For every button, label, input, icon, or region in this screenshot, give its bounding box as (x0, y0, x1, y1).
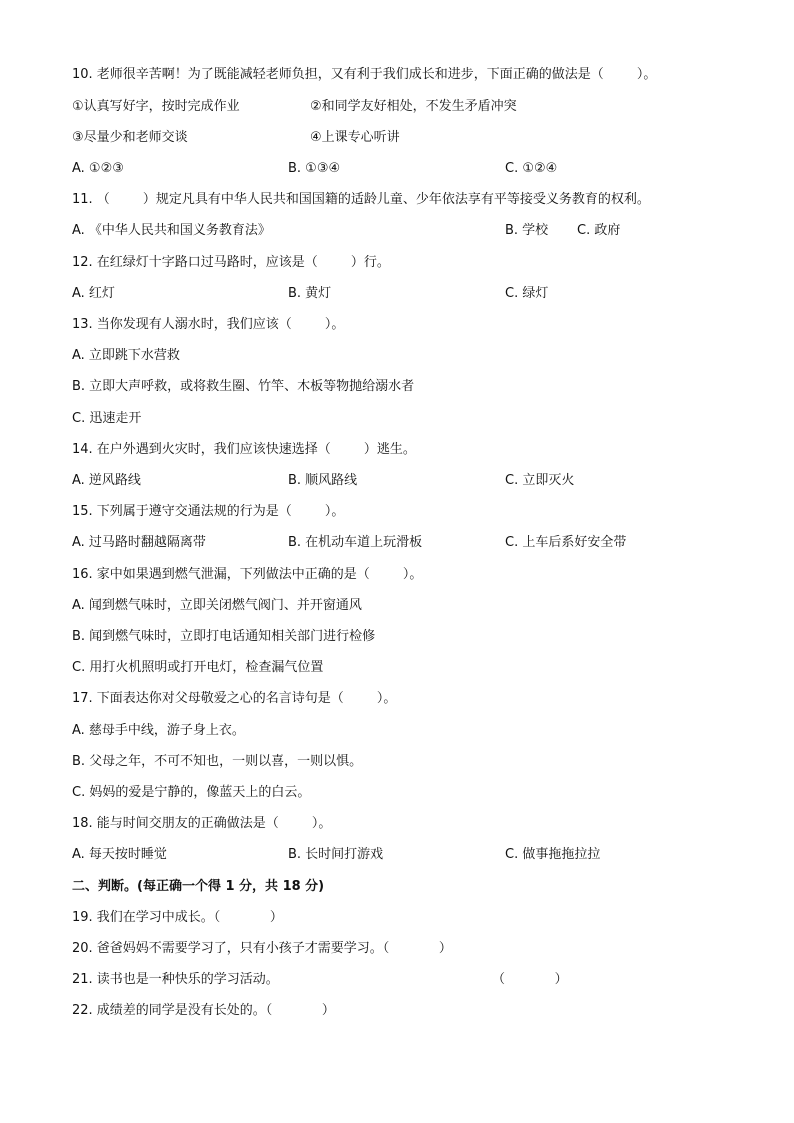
q13-option-c: C. 迅速走开 (72, 411, 142, 426)
question-15-stem: 15. 下列属于遵守交通法规的行为是（ ）。 (72, 504, 345, 519)
q10-option-b: B. ①③④ (288, 161, 341, 176)
q18-option-a: A. 每天按时睡觉 (72, 847, 167, 862)
q10-option-c: C. ①②④ (505, 161, 558, 176)
judgement-item-20: 20. 爸爸妈妈不需要学习了，只有小孩子才需要学习。（ ） (72, 941, 452, 956)
question-12-stem: 12. 在红绿灯十字路口过马路时，应该是（ ）行。 (72, 255, 390, 270)
statement-3: ③尽量少和老师交谈 (72, 130, 188, 145)
q14-option-b: B. 顺风路线 (288, 473, 358, 488)
q16-option-b: B. 闻到燃气味时，立即打电话通知相关部门进行检修 (72, 629, 376, 644)
q12-option-a: A. 红灯 (72, 286, 115, 301)
q14-option-a: A. 逆风路线 (72, 473, 141, 488)
question-13-stem: 13. 当你发现有人溺水时，我们应该（ ）。 (72, 317, 345, 332)
statement-1: ①认真写好字，按时完成作业 (72, 99, 240, 114)
q11-option-c: C. 政府 (577, 223, 621, 238)
statement-4: ④上课专心听讲 (310, 130, 400, 145)
question-18-stem: 18. 能与时间交朋友的正确做法是（ ）。 (72, 816, 332, 831)
question-10-stem: 10. 老师很辛苦啊！为了既能减轻老师负担，又有利于我们成长和进步，下面正确的做法是（ ）。 (72, 67, 657, 82)
q15-option-c: C. 上车后系好安全带 (505, 535, 627, 550)
q14-option-c: C. 立即灭火 (505, 473, 575, 488)
judgement-item-19: 19. 我们在学习中成长。（ ） (72, 910, 283, 925)
q17-option-c: C. 妈妈的爱是宁静的，像蓝天上的白云。 (72, 785, 311, 800)
judgement-item-21-blank: （ ） (492, 972, 568, 987)
q11-option-a: A. 《中华人民共和国义务教育法》 (72, 223, 271, 238)
q13-option-a: A. 立即跳下水营救 (72, 348, 180, 363)
question-11-stem: 11. （ ）规定凡具有中华人民共和国国籍的适龄儿童、少年依法享有平等接受义务教育的权利。 (72, 192, 650, 207)
q17-option-a: A. 慈母手中线，游子身上衣。 (72, 723, 245, 738)
q16-option-c: C. 用打火机照明或打开电灯，检查漏气位置 (72, 660, 324, 675)
question-17-stem: 17. 下面表达你对父母敬爱之心的名言诗句是（ ）。 (72, 691, 397, 706)
question-16-stem: 16. 家中如果遇到燃气泄漏，下列做法中正确的是（ ）。 (72, 567, 423, 582)
q17-option-b: B. 父母之年，不可不知也，一则以喜，一则以惧。 (72, 754, 363, 769)
statement-2: ②和同学友好相处，不发生矛盾冲突 (310, 99, 517, 114)
q18-option-c: C. 做事拖拖拉拉 (505, 847, 601, 862)
section-2-heading: 二、判断。(每正确一个得 1 分，共 18 分) (72, 879, 325, 894)
q18-option-b: B. 长时间打游戏 (288, 847, 384, 862)
q15-option-a: A. 过马路时翻越隔离带 (72, 535, 206, 550)
question-14-stem: 14. 在户外遇到火灾时，我们应该快速选择（ ）逃生。 (72, 442, 416, 457)
q16-option-a: A. 闻到燃气味时，立即关闭燃气阀门、并开窗通风 (72, 598, 362, 613)
q13-option-b: B. 立即大声呼救，或将救生圈、竹竿、木板等物抛给溺水者 (72, 379, 415, 394)
q12-option-c: C. 绿灯 (505, 286, 549, 301)
q11-option-b: B. 学校 (505, 223, 549, 238)
q15-option-b: B. 在机动车道上玩滑板 (288, 535, 423, 550)
q12-option-b: B. 黄灯 (288, 286, 332, 301)
judgement-item-21: 21. 读书也是一种快乐的学习活动。 (72, 972, 279, 987)
judgement-item-22: 22. 成绩差的同学是没有长处的。（ ） (72, 1003, 335, 1018)
q10-option-a: A. ①②③ (72, 161, 124, 176)
